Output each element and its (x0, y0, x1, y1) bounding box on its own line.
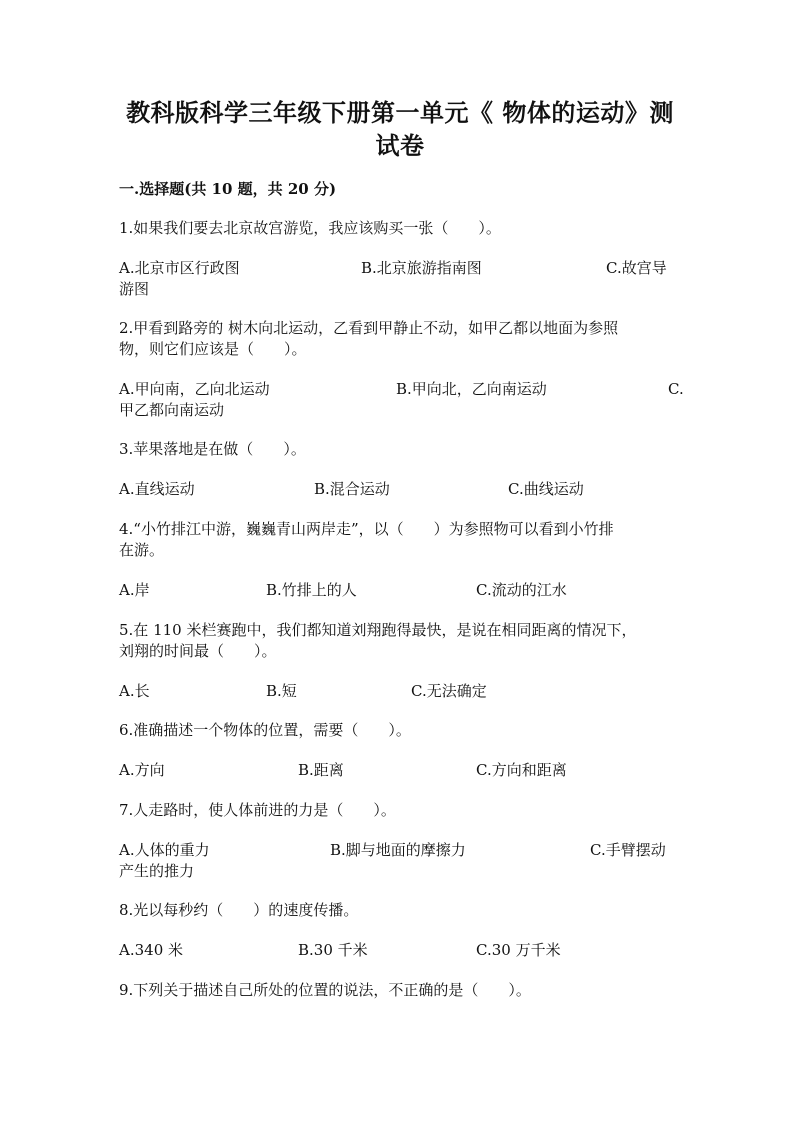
q6-option-a: A.方向 (119, 761, 165, 779)
question-3: 3.苹果落地是在做（ ）。 (119, 440, 306, 458)
title-line-2: 试卷 (375, 131, 425, 160)
q3-option-c: C.曲线运动 (508, 480, 584, 498)
question-5-line-1: 5.在 110 米栏赛跑中，我们都知道刘翔跑得最快，是说在相同距离的情况下， (119, 621, 637, 639)
q2-option-b: B.甲向北，乙向南运动 (396, 380, 547, 398)
question-2-line-2: 物，则它们应该是（ ）。 (119, 340, 307, 358)
q2-option-a: A.甲向南，乙向北运动 (119, 380, 270, 398)
q1-option-c-cont: 游图 (119, 280, 150, 298)
q3-option-b: B.混合运动 (314, 480, 390, 498)
q1-option-b: B.北京旅游指南图 (361, 259, 482, 277)
q3-option-a: A.直线运动 (119, 480, 195, 498)
q4-option-b: B.竹排上的人 (266, 581, 357, 599)
question-5-line-2: 刘翔的时间最（ ）。 (119, 642, 277, 660)
question-2-line-1: 2.甲看到路旁的 树木向北运动，乙看到甲静止不动，如甲乙都以地面为参照 (119, 319, 619, 337)
question-4-line-2: 在游。 (119, 541, 165, 559)
question-6: 6.准确描述一个物体的位置，需要（ ）。 (119, 721, 411, 739)
q7-option-a: A.人体的重力 (119, 841, 210, 859)
q5-option-c: C.无法确定 (411, 682, 487, 700)
q8-option-a: A.340 米 (119, 941, 183, 959)
question-7: 7.人走路时，使人体前进的力是（ ）。 (119, 801, 396, 819)
q7-option-b: B.脚与地面的摩擦力 (330, 841, 466, 859)
q4-option-a: A.岸 (119, 581, 150, 599)
q7-option-c: C.手臂摆动 (590, 841, 666, 859)
q8-option-c: C.30 万千米 (476, 941, 561, 959)
q2-option-c: C. (668, 380, 684, 398)
title-line-1: 教科版科学三年级下册第一单元《 物体的运动》测 (126, 98, 674, 127)
q1-option-a: A.北京市区行政图 (119, 259, 240, 277)
q5-option-b: B.短 (266, 682, 297, 700)
q4-option-c: C.流动的江水 (476, 581, 567, 599)
q8-option-b: B.30 千米 (298, 941, 368, 959)
q5-option-a: A.长 (119, 682, 150, 700)
document-title (100, 96, 700, 162)
question-4-line-1: 4.“小竹排江中游，巍巍青山两岸走”，以（ ）为参照物可以看到小竹排 (119, 520, 614, 538)
question-8: 8.光以每秒约（ ）的速度传播。 (119, 901, 359, 919)
q6-option-b: B.距离 (298, 761, 344, 779)
q1-option-c: C.故宫导 (606, 259, 667, 277)
question-1: 1.如果我们要去北京故宫游览，我应该购买一张（ ）。 (119, 219, 501, 237)
section-heading: 一.选择题(共 10 题，共 20 分) (119, 180, 337, 198)
q6-option-c: C.方向和距离 (476, 761, 567, 779)
q2-option-c-cont: 甲乙都向南运动 (119, 401, 225, 419)
question-9: 9.下列关于描述自己所处的位置的说法，不正确的是（ ）。 (119, 981, 531, 999)
q7-option-c-cont: 产生的推力 (119, 862, 195, 880)
